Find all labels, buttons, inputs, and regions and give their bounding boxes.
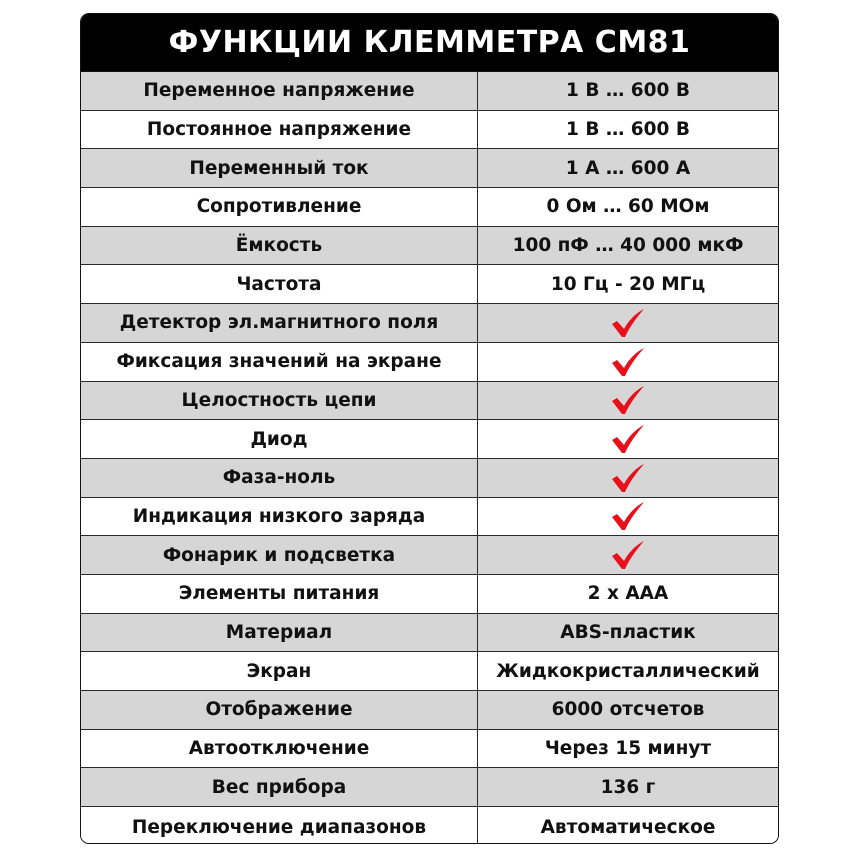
table-row bbox=[81, 265, 778, 304]
spec-value-check bbox=[478, 382, 778, 420]
table-row bbox=[81, 652, 778, 691]
table-row bbox=[81, 382, 778, 421]
page-title: ФУНКЦИИ КЛЕММЕТРА СМ81 bbox=[81, 14, 778, 72]
checkmark-shape bbox=[612, 425, 644, 453]
spec-value: 6000 отсчетов bbox=[478, 691, 778, 729]
spec-name: Ёмкость bbox=[81, 227, 478, 265]
checkmark-shape bbox=[612, 386, 644, 414]
spec-name: Экран bbox=[81, 652, 478, 690]
spec-value: 136 г bbox=[478, 768, 778, 806]
table-row bbox=[81, 111, 778, 150]
spec-name: Фонарик и подсветка bbox=[81, 536, 478, 574]
table-row bbox=[81, 304, 778, 343]
spec-name: Вес прибора bbox=[81, 768, 478, 806]
spec-value: 2 х ААА bbox=[478, 575, 778, 613]
spec-card bbox=[80, 13, 779, 844]
checkmark-shape bbox=[612, 502, 644, 530]
table-row bbox=[81, 227, 778, 266]
table-row bbox=[81, 343, 778, 382]
checkmark-icon bbox=[610, 347, 646, 377]
table-row bbox=[81, 420, 778, 459]
table-row bbox=[81, 614, 778, 653]
checkmark-icon bbox=[610, 463, 646, 493]
spec-name: Автоотключение bbox=[81, 730, 478, 768]
spec-name: Отображение bbox=[81, 691, 478, 729]
spec-value: Через 15 минут bbox=[478, 730, 778, 768]
spec-value: Автоматическое bbox=[478, 807, 778, 844]
table-row bbox=[81, 149, 778, 188]
spec-value: 100 пФ … 40 000 мкФ bbox=[478, 227, 778, 265]
spec-name: Переменный ток bbox=[81, 149, 478, 187]
checkmark-shape bbox=[612, 541, 644, 569]
spec-name: Переключение диапазонов bbox=[81, 807, 478, 844]
spec-name: Индикация низкого заряда bbox=[81, 498, 478, 536]
spec-name: Переменное напряжение bbox=[81, 72, 478, 110]
spec-name: Целостность цепи bbox=[81, 382, 478, 420]
table-row bbox=[81, 188, 778, 227]
spec-value: Жидкокристаллический bbox=[478, 652, 778, 690]
checkmark-icon bbox=[610, 424, 646, 454]
spec-value-check bbox=[478, 420, 778, 458]
spec-value-check bbox=[478, 343, 778, 381]
checkmark-icon bbox=[610, 385, 646, 415]
table-row bbox=[81, 691, 778, 730]
table-row bbox=[81, 575, 778, 614]
spec-name: Фиксация значений на экране bbox=[81, 343, 478, 381]
spec-name: Фаза-ноль bbox=[81, 459, 478, 497]
spec-name: Диод bbox=[81, 420, 478, 458]
spec-name: Детектор эл.магнитного поля bbox=[81, 304, 478, 342]
spec-name: Постоянное напряжение bbox=[81, 111, 478, 149]
checkmark-shape bbox=[612, 348, 644, 376]
checkmark-shape bbox=[612, 464, 644, 492]
table-row bbox=[81, 459, 778, 498]
table-row bbox=[81, 498, 778, 537]
spec-name: Частота bbox=[81, 265, 478, 303]
spec-value: 1 А … 600 А bbox=[478, 149, 778, 187]
checkmark-icon bbox=[610, 540, 646, 570]
table-row bbox=[81, 807, 778, 844]
checkmark-shape bbox=[612, 309, 644, 337]
spec-name: Материал bbox=[81, 614, 478, 652]
checkmark-icon bbox=[610, 501, 646, 531]
spec-value: ABS-пластик bbox=[478, 614, 778, 652]
table-row bbox=[81, 730, 778, 769]
spec-value-check bbox=[478, 536, 778, 574]
table-row bbox=[81, 768, 778, 807]
table-row bbox=[81, 536, 778, 575]
spec-name: Сопротивление bbox=[81, 188, 478, 226]
spec-value: 0 Ом … 60 МОм bbox=[478, 188, 778, 226]
checkmark-icon bbox=[610, 308, 646, 338]
spec-value-check bbox=[478, 304, 778, 342]
spec-value: 1 В … 600 В bbox=[478, 111, 778, 149]
spec-value: 10 Гц - 20 МГц bbox=[478, 265, 778, 303]
table-row bbox=[81, 72, 778, 111]
spec-value-check bbox=[478, 498, 778, 536]
spec-name: Элементы питания bbox=[81, 575, 478, 613]
spec-value-check bbox=[478, 459, 778, 497]
spec-value: 1 В … 600 В bbox=[478, 72, 778, 110]
spec-table bbox=[81, 72, 778, 844]
